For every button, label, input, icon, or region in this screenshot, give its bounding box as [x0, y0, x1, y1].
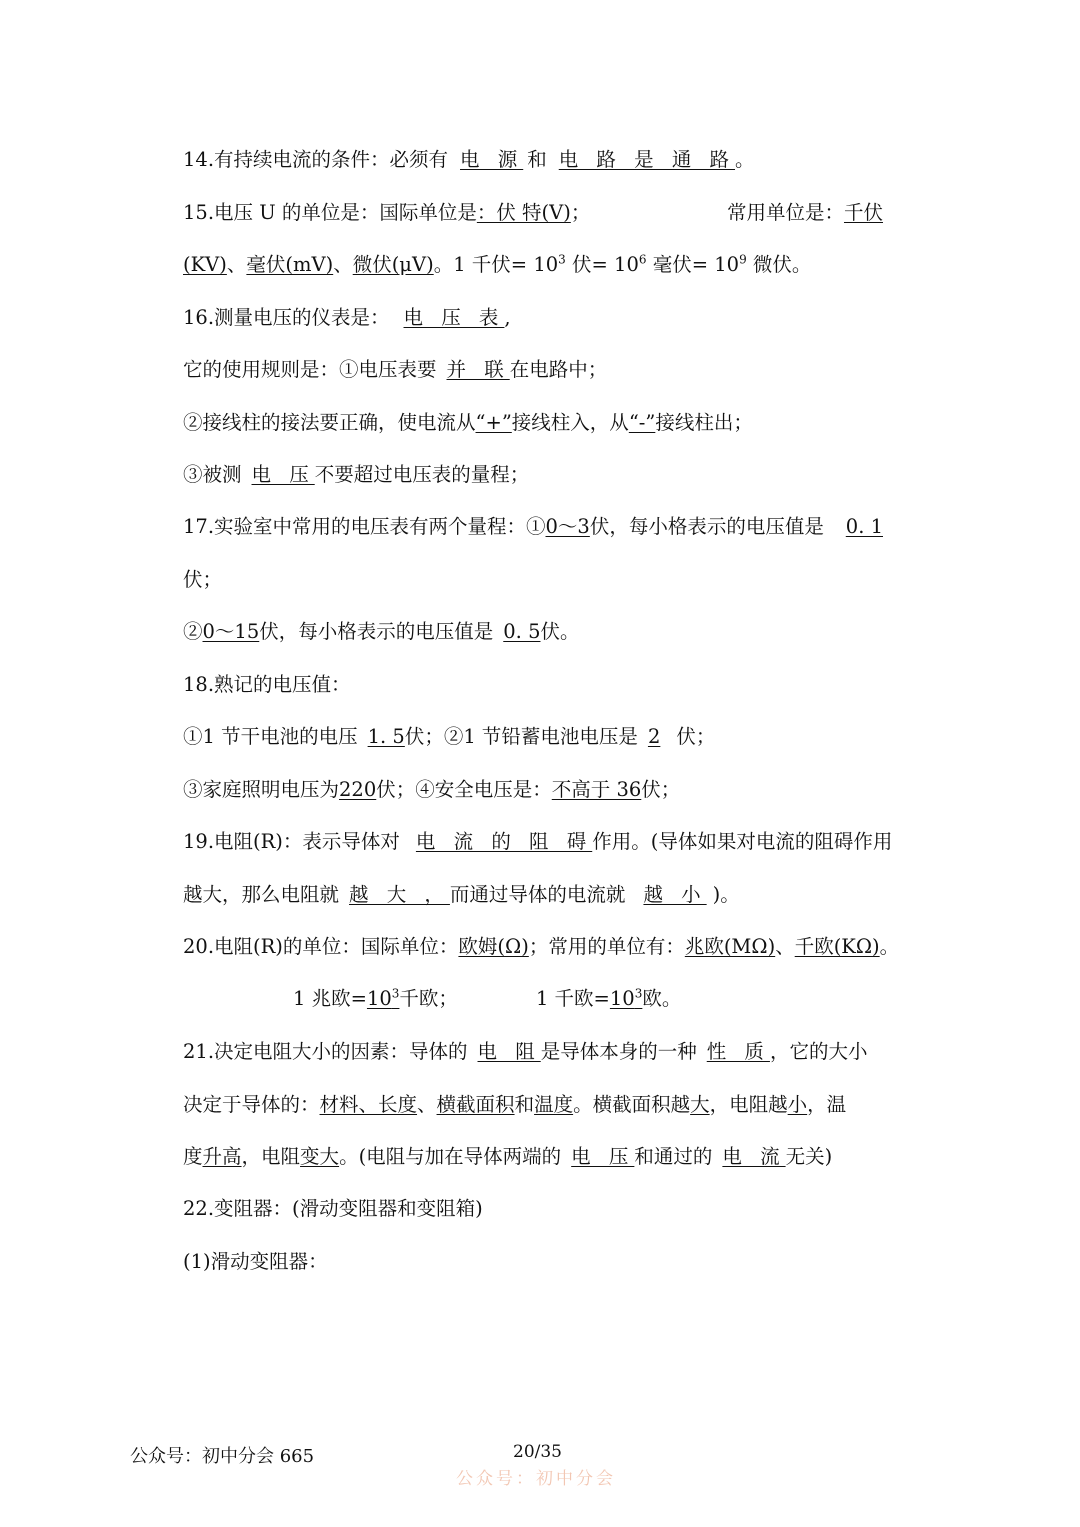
answer-blank: 220 [339, 778, 377, 801]
answer-blank: 电 压 [251, 463, 315, 486]
answer-blank: 小 [787, 1093, 808, 1116]
answer-blank: 温度 [534, 1093, 574, 1116]
answer-blank: 电 路 是 通 路 [558, 148, 736, 171]
answer-blank: “+” [475, 411, 512, 434]
answer-blank: 电 流 [722, 1145, 786, 1168]
item-22: 22.变阻器：(滑动变阻器和变阻箱) [183, 1197, 483, 1220]
item-21-cont: 决定于导体的：材料、长度、横截面积和温度。横截面积越大，电阻越小，温 [183, 1093, 847, 1116]
answer-blank: 千欧(KΩ) [794, 935, 880, 958]
answer-blank: 微伏(μV) [352, 253, 434, 276]
item-18: 18.熟记的电压值： [183, 673, 351, 696]
answer-blank: 毫伏(mV) [246, 253, 334, 276]
answer-blank: (KV) [183, 253, 227, 276]
item-14: 14.有持续电流的条件：必须有 电 源 和 电 路 是 通 路。 [183, 148, 755, 171]
answer-blank: 越 小 [643, 883, 707, 906]
item-21: 21.决定电阻大小的因素：导体的 电 阻是导体本身的一种 性 质，它的大小 [183, 1040, 868, 1063]
answer-blank: ：伏 特(V) [476, 201, 571, 224]
answer-blank: 不高于 36 [551, 778, 642, 801]
item-18-values-2: ③家庭照明电压为220伏；④安全电压是：不高于 36伏； [183, 778, 681, 801]
item-17-range-2: ②0～15伏，每小格表示的电压值是 0. 5伏。 [183, 620, 580, 643]
answer-blank: 横截面积 [436, 1093, 515, 1116]
answer-blank: 0. 1 [845, 515, 883, 538]
answer-blank: 材料、长度 [319, 1093, 418, 1116]
item-18-values-1: ①1 节干电池的电压 1. 5伏；②1 节铅蓄电池电压是 2 伏； [183, 725, 716, 748]
item-19-cont: 越大，那么电阻就 越 大 ，而通过导体的电流就 越 小 )。 [183, 883, 740, 906]
item-22-sub-1: (1)滑动变阻器： [183, 1250, 328, 1273]
item-21-cont-2: 度升高，电阻变大。(电阻与加在导体两端的 电 压和通过的 电 流无关) [183, 1145, 833, 1168]
item-20-conversions: 1 兆欧$=10^3$千欧； 1 千欧$=10^3$欧。 [293, 986, 682, 1010]
item-16-rule-2: ②接线柱的接法要正确，使电流从“+”接线柱入，从“-”接线柱出； [183, 411, 753, 434]
answer-blank: 升高 [202, 1145, 242, 1168]
answer-blank: 电 源 [460, 148, 524, 171]
item-16: 16.测量电压的仪表是： 电 压 表, [183, 306, 511, 329]
answer-blank: $10^3$ [609, 986, 643, 1010]
answer-blank: 0～15 [202, 620, 260, 643]
answer-blank: 电 压 [571, 1145, 635, 1168]
answer-blank: “-” [628, 411, 656, 434]
item-17: 17.实验室中常用的电压表有两个量程：①0～3伏，每小格表示的电压值是 0. 1 [183, 515, 883, 538]
item-15: 15.电压 U 的单位是：国际单位是：伏 特(V)； 常用单位是：千伏 [183, 201, 883, 224]
answer-blank: 电 阻 [477, 1040, 541, 1063]
answer-blank: 0～3 [545, 515, 590, 538]
answer-blank: 电 流 的 阻 碍 [415, 830, 593, 853]
answer-blank: $10^3$ [366, 986, 400, 1010]
answer-blank: 性 质 [706, 1040, 770, 1063]
answer-blank: 并 联 [446, 358, 510, 381]
item-20: 20.电阻(R)的单位：国际单位：欧姆(Ω)；常用的单位有：兆欧(MΩ)、千欧(KΩ)。 [183, 935, 900, 958]
item-15-cont: (KV)、毫伏(mV)、微伏(μV)。1 千伏= $10^3$ 伏= $10^6$ 毫伏= $10^9$ 微伏。 [183, 252, 812, 276]
answer-blank: 越 大 ， [349, 883, 450, 906]
answer-blank: 千伏 [843, 201, 883, 224]
item-16-rule-3: ③被测 电 压不要超过电压表的量程； [183, 463, 530, 486]
answer-blank: 兆欧(MΩ) [684, 935, 776, 958]
watermark: 公众号：初中分会 [456, 1469, 616, 1489]
answer-blank: 2 [647, 725, 661, 748]
item-16-rule-1: 它的使用规则是：①电压表要 并 联在电路中； [183, 358, 608, 381]
answer-blank: 大 [690, 1093, 710, 1116]
answer-blank: 欧姆(Ω) [458, 935, 529, 958]
item-19: 19.电阻(R)：表示导体对 电 流 的 阻 碍作用。(导体如果对电流的阻碍作用 [183, 830, 893, 853]
answer-blank: 0. 5 [503, 620, 541, 643]
answer-blank: 电 压 表 [403, 306, 505, 329]
answer-blank: 变大 [300, 1145, 340, 1168]
item-17-cont: 伏； [183, 568, 223, 591]
answer-blank: 1. 5 [367, 725, 405, 748]
footer-account: 公众号：初中分会 665 [130, 1446, 315, 1467]
page-number: 20/35 [513, 1442, 562, 1462]
